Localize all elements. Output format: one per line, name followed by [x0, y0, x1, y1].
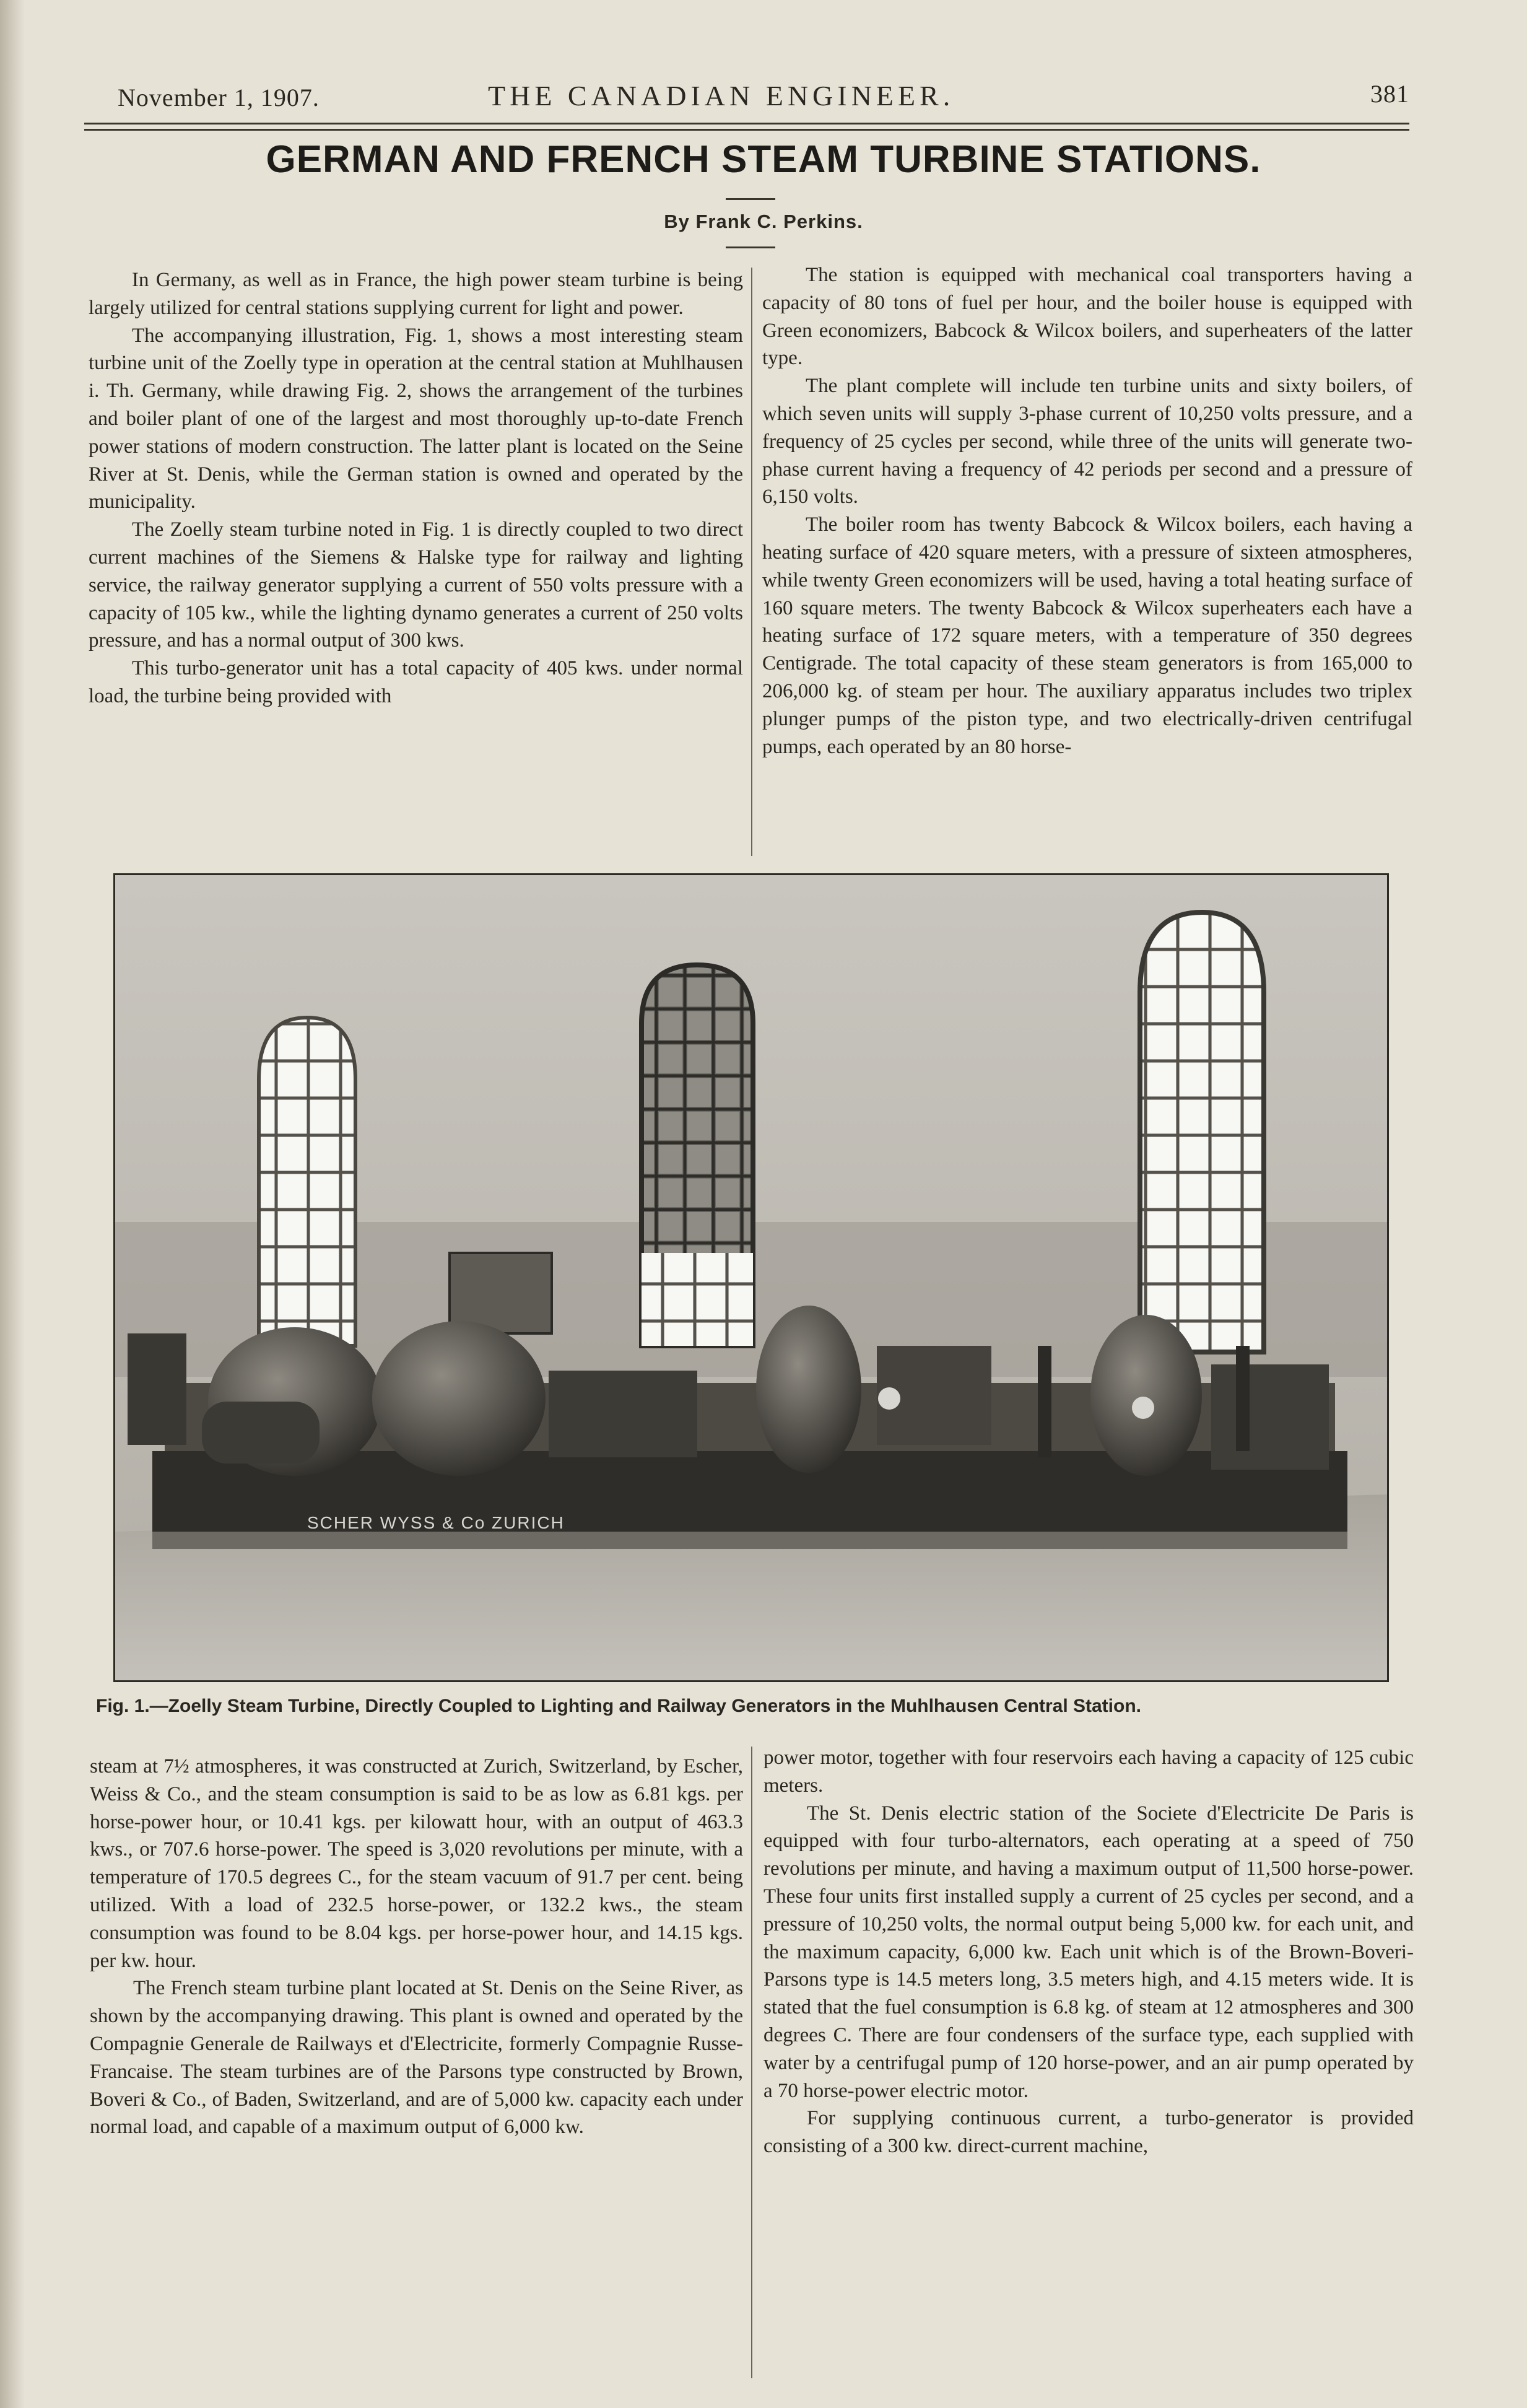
- paragraph: The plant complete will include ten turbine units and sixty boilers, of which seven units will supply 3-phase current of 10,250 volts pressure, and a frequency of 25 cycles per second, while three of the units will generate two-phase current having a frequency of 42 periods per second and a pressure of 6,150 volts.: [762, 375, 1412, 508]
- paragraph: This turbo-generator unit has a total capacity of 405 kws. under normal load, the turbine being provided with: [89, 657, 743, 707]
- title-rule: [726, 198, 775, 200]
- paragraph: The boiler room has twenty Babcock & Wilcox boilers, each having a heating surface of 420 square meters, with a pressure of sixteen atmospheres, while twenty Green economizers will be used, having a total heating surface of 160 square meters. The twenty Babcock & Wilcox superheaters each have a heating surface of 172 square meters, with a temperature of 350 degrees Centigrade. The total capacity of these steam generators is from 165,000 to 206,000 kg. of steam per hour. The auxiliary apparatus includes two triplex plunger pumps of the piston type, and two electrically-driven centrifugal pumps, each operated by an 80 horse-: [762, 513, 1412, 758]
- article-title: GERMAN AND FRENCH STEAM TURBINE STATIONS.: [266, 138, 1261, 181]
- column-bottom-right: [764, 1744, 1414, 2160]
- column-top-left: [89, 266, 743, 710]
- arched-window-center: [642, 965, 753, 1346]
- arched-window-left: [259, 1018, 355, 1346]
- paragraph: For supplying continuous current, a turbo-generator is provided consisting of a 300 kw. direct-current machine,: [764, 2107, 1414, 2158]
- paragraph: The station is equipped with mechanical coal transporters having a capacity of 80 tons of fuel per hour, and the boiler house is equipped with Green economizers, Babcock & Wilcox boilers, and superheaters of the latter type.: [762, 264, 1412, 370]
- paragraph: The Zoelly steam turbine noted in Fig. 1 is directly coupled to two direct current machines of the Siemens & Halske type for railway and lighting service, the railway generator supplying a current of 550 volts pressure with a capacity of 105 kw., while the lighting dynamo generates a current of 250 volts pressure, and has a normal output of 300 kws.: [89, 518, 743, 652]
- page-number: 381: [1370, 80, 1409, 108]
- paragraph: The St. Denis electric station of the Societe d'Electricite De Paris is equipped with four turbo-alternators, each operating at a speed of 750 revolutions per minute, and having a maximum output of 11,500 horse-power. These four units first installed supply a current of 25 cycles per second, and a pressure of 10,250 volts, the normal output being 5,000 kw. for each unit, and the maximum capacity, 6,000 kw. Each unit which is of the Brown-Boveri-Parsons type is 14.5 meters long, 3.5 meters high, and 4.15 meters wide. It is stated that the fuel consumption is 6.8 kg. of steam at 12 atmospheres and 300 degrees C. There are four condensers of the surface type, each supplied with water by a centrifugal pump of 120 horse-power, and an air pump operated by a 70 horse-power electric motor.: [764, 1802, 1414, 2102]
- header-rule-double: [84, 129, 1409, 131]
- column-bottom-left: [90, 1753, 743, 2141]
- column-divider: [751, 268, 752, 856]
- figure-caption: Fig. 1.—Zoelly Steam Turbine, Directly Coupled to Lighting and Railway Generators in the Muhlhausen Central Station.: [96, 1696, 1141, 1716]
- paragraph: In Germany, as well as in France, the high power steam turbine is being largely utilized for central stations supplying current for light and power.: [89, 269, 743, 319]
- paragraph: The accompanying illustration, Fig. 1, shows a most interesting steam turbine unit of the Zoelly type in operation at the central station at Muhlhausen i. Th. Germany, while drawing Fig. 2, shows the arrangement of the turbines and boiler plant of one of the largest and most thoroughly up-to-date French power stations of modern construction. The latter plant is located on the Seine River at St. Denis, while the German station is owned and operated by the municipality.: [89, 324, 743, 513]
- page-binding-shadow: [0, 0, 25, 2408]
- byline: By Frank C. Perkins.: [664, 211, 863, 232]
- paragraph: power motor, together with four reservoirs each having a capacity of 125 cubic meters.: [764, 1747, 1414, 1797]
- paragraph: steam at 7½ atmospheres, it was constructed at Zurich, Switzerland, by Escher, Weiss & Co., and the steam consumption is said to be as low as 6.81 kgs. per horse-power hour, or 10.41 kgs. per kilowatt hour, with an output of 463.3 kws., or 707.6 horse-power. The speed is 3,020 revolutions per minute, with a temperature of 170.5 degrees C., for the steam vacuum of 91.7 per cent. being utilized. With a load of 232.5 horse-power, or 132.2 kws., the steam consumption was found to be 8.04 kgs. per horse-power hour, and 14.15 kgs. per kw. hour.: [90, 1755, 743, 1972]
- column-top-right: [762, 261, 1412, 761]
- journal-title: THE CANADIAN ENGINEER.: [488, 80, 955, 111]
- figure-turbine-photo: [113, 873, 1389, 1682]
- arched-window-right: [1140, 912, 1264, 1352]
- issue-date: November 1, 1907.: [118, 84, 320, 111]
- machine-maker-lettering: SCHER WYSS & Co ZURICH: [307, 1513, 565, 1532]
- column-divider: [751, 1747, 752, 2378]
- byline-rule: [726, 246, 775, 248]
- header-rule: [84, 123, 1409, 124]
- running-header: [118, 79, 1409, 116]
- paragraph: The French steam turbine plant located at St. Denis on the Seine River, as shown by the accompanying drawing. This plant is owned and operated by the Compagnie Generale de Railways et d'Electricite, formerly Compagnie Russe-Francaise. The steam turbines are of the Parsons type constructed by Brown, Boveri & Co., of Baden, Switzerland, and are of 5,000 kw. capacity each under normal load, and capable of a maximum output of 6,000 kw.: [90, 1977, 743, 2139]
